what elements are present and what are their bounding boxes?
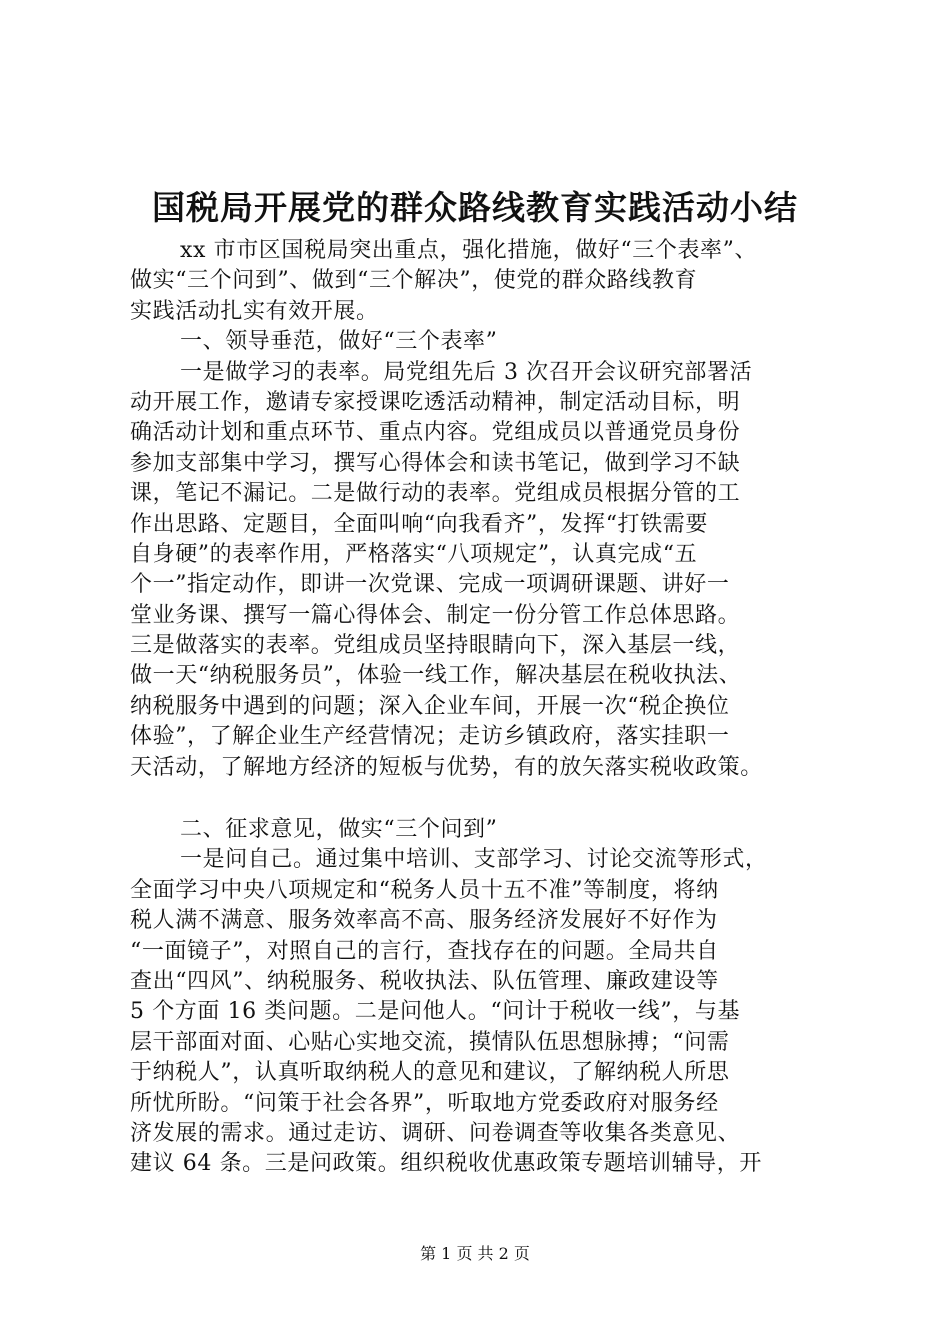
paragraph-line: 参加支部集中学习，撰写心得体会和读书笔记，做到学习不缺 (130, 450, 741, 476)
paragraph-line: xx 市市区国税局突出重点，强化措施，做好“三个表率”、 (180, 238, 758, 263)
paragraph-line: 全面学习中央八项规定和“税务人员十五不准”等制度，将纳 (130, 877, 719, 903)
paragraph-line: 课，笔记不漏记。二是做行动的表率。党组成员根据分管的工 (130, 481, 741, 507)
paragraph-line: 作出思路、定题目，全面叫响“向我看齐”，发挥“打铁需要 (130, 511, 708, 537)
paragraph-line: 自身硬”的表率作用，严格落实“八项规定”，认真完成“五 (130, 541, 698, 567)
paragraph-line: 查出“四风”、纳税服务、税收执法、队伍管理、廉政建设等 (130, 968, 719, 994)
paragraph-line: 一是问自己。通过集中培训、支部学习、讨论交流等形式， (180, 847, 768, 873)
paragraph-line: 所忧所盼。“问策于社会各界”，听取地方党委政府对服务经 (130, 1090, 719, 1116)
section-heading: 一、领导垂范，做好“三个表率” (180, 329, 498, 355)
paragraph-line: 济发展的需求。通过走访、调研、问卷调查等收集各类意见、 (130, 1120, 741, 1146)
paragraph-line: 一是做学习的表率。局党组先后 3 次召开会议研究部署活 (180, 359, 753, 385)
paragraph-spacer (130, 783, 830, 815)
paragraph-line: “一面镜子”，对照自己的言行，查找存在的问题。全局共自 (130, 938, 719, 964)
paragraph-line: 实践活动扎实有效开展。 (130, 298, 379, 324)
paragraph-line: 税人满不满意、服务效率高不高、服务经济发展好不好作为 (130, 908, 718, 934)
paragraph-line: 纳税服务中遇到的问题；深入企业车间，开展一次“税企换位 (130, 693, 730, 719)
document-title: 国税局开展党的群众路线教育实践活动小结 (152, 188, 798, 227)
paragraph-line: 确活动计划和重点环节、重点内容。党组成员以普通党员身份 (130, 420, 741, 446)
paragraph-line: 个一”指定动作，即讲一次党课、完成一项调研课题、讲好一 (130, 572, 730, 598)
paragraph-line: 5 个方面 16 类问题。二是问他人。“问计于税收一线”，与基 (130, 999, 741, 1025)
paragraph-line: 三是做落实的表率。党组成员坚持眼睛向下，深入基层一线， (130, 633, 741, 659)
paragraph-line: 堂业务课、撰写一篇心得体会、制定一份分管工作总体思路。 (130, 602, 741, 628)
paragraph-line: 体验”，了解企业生产经营情况；走访乡镇政府，落实挂职一 (130, 724, 730, 750)
paragraph-line: 于纳税人”，认真听取纳税人的意见和建议，了解纳税人所思 (130, 1060, 730, 1086)
paragraph-line: 天活动，了解地方经济的短板与优势，有的放矢落实税收政策。 (130, 754, 763, 780)
section-heading: 二、征求意见，做实“三个问到” (180, 817, 498, 843)
document-body (130, 236, 830, 1180)
paragraph-line: 建议 64 条。三是问政策。组织税收优惠政策专题培训辅导，开 (130, 1151, 762, 1177)
paragraph-line: 做实“三个问到”、做到“三个解决”，使党的群众路线教育 (130, 268, 698, 294)
page-footer: 第 1 页 共 2 页 (420, 1244, 530, 1263)
paragraph-line: 动开展工作，邀请专家授课吃透活动精神，制定活动目标，明 (130, 389, 741, 415)
paragraph-line: 做一天“纳税服务员”，体验一线工作，解决基层在税收执法、 (130, 663, 742, 689)
paragraph-line: 层干部面对面、心贴心实地交流，摸情队伍思想脉搏；“问需 (130, 1029, 730, 1055)
